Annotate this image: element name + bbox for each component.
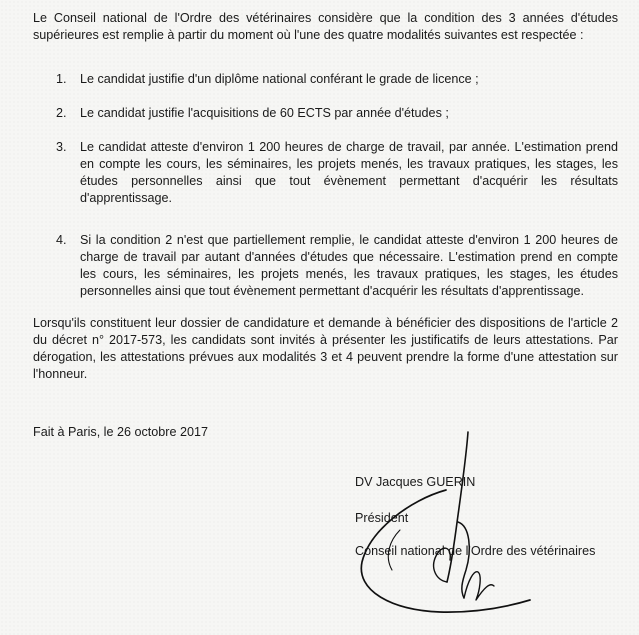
list-item-number: 1. <box>56 72 67 86</box>
list-item-number: 2. <box>56 106 67 120</box>
list-item <box>56 232 618 300</box>
signatory-name: DV Jacques GUERIN <box>355 475 476 489</box>
place-and-date: Fait à Paris, le 26 octobre 2017 <box>33 425 209 439</box>
list-item-text: Le candidat justifie l'acquisitions de 60 ECTS par année d'études ; <box>80 106 449 120</box>
list-item-text: Le candidat atteste d'environ 1 200 heures de charge de travail, par année. L'estimation prend en compte les cours, les séminaires, les projets menés, les travaux pratiques, les stages, les études personnelles ainsi que tout évènement permettant d'acquérir les résultats d'apprentissage. <box>80 140 618 205</box>
closing-paragraph: Lorsqu'ils constituent leur dossier de candidature et demande à bénéficier des dispositions de l'article 2 du décret n° 2017-573, les candidats sont invités à présenter les justificatifs de leurs attestations. Par dérogation, les attestations prévues aux modalités 3 et 4 peuvent prendre la forme d'une attestation sur l'honneur. <box>33 316 618 381</box>
list-item-text: Le candidat justifie d'un diplôme national conférant le grade de licence ; <box>80 72 479 86</box>
list-item <box>56 139 618 207</box>
signatory-title: Président <box>355 511 409 525</box>
list-item <box>56 71 618 88</box>
list-item-number: 4. <box>56 233 67 247</box>
handwritten-signature-icon <box>340 430 540 630</box>
list-item-text: Si la condition 2 n'est que partiellement remplie, le candidat atteste d'environ 1 200 heures de charge de travail par autant d'années d'études que nécessaire. L'estimation prend en compte les cours, les séminaires, les projets menés, les travaux pratiques, les stages, les études personnelles ainsi que tout évènement permettant d'acquérir les résultats d'apprentissage. <box>80 233 618 298</box>
list-item <box>56 105 618 122</box>
signatory-organization: Conseil national de l'Ordre des vétérinaires <box>355 544 596 558</box>
intro-paragraph: Le Conseil national de l'Ordre des vétérinaires considère que la condition des 3 années d'études supérieures est remplie à partir du moment où l'une des quatre modalités suivantes est respectée : <box>33 11 618 42</box>
list-item-number: 3. <box>56 140 67 154</box>
